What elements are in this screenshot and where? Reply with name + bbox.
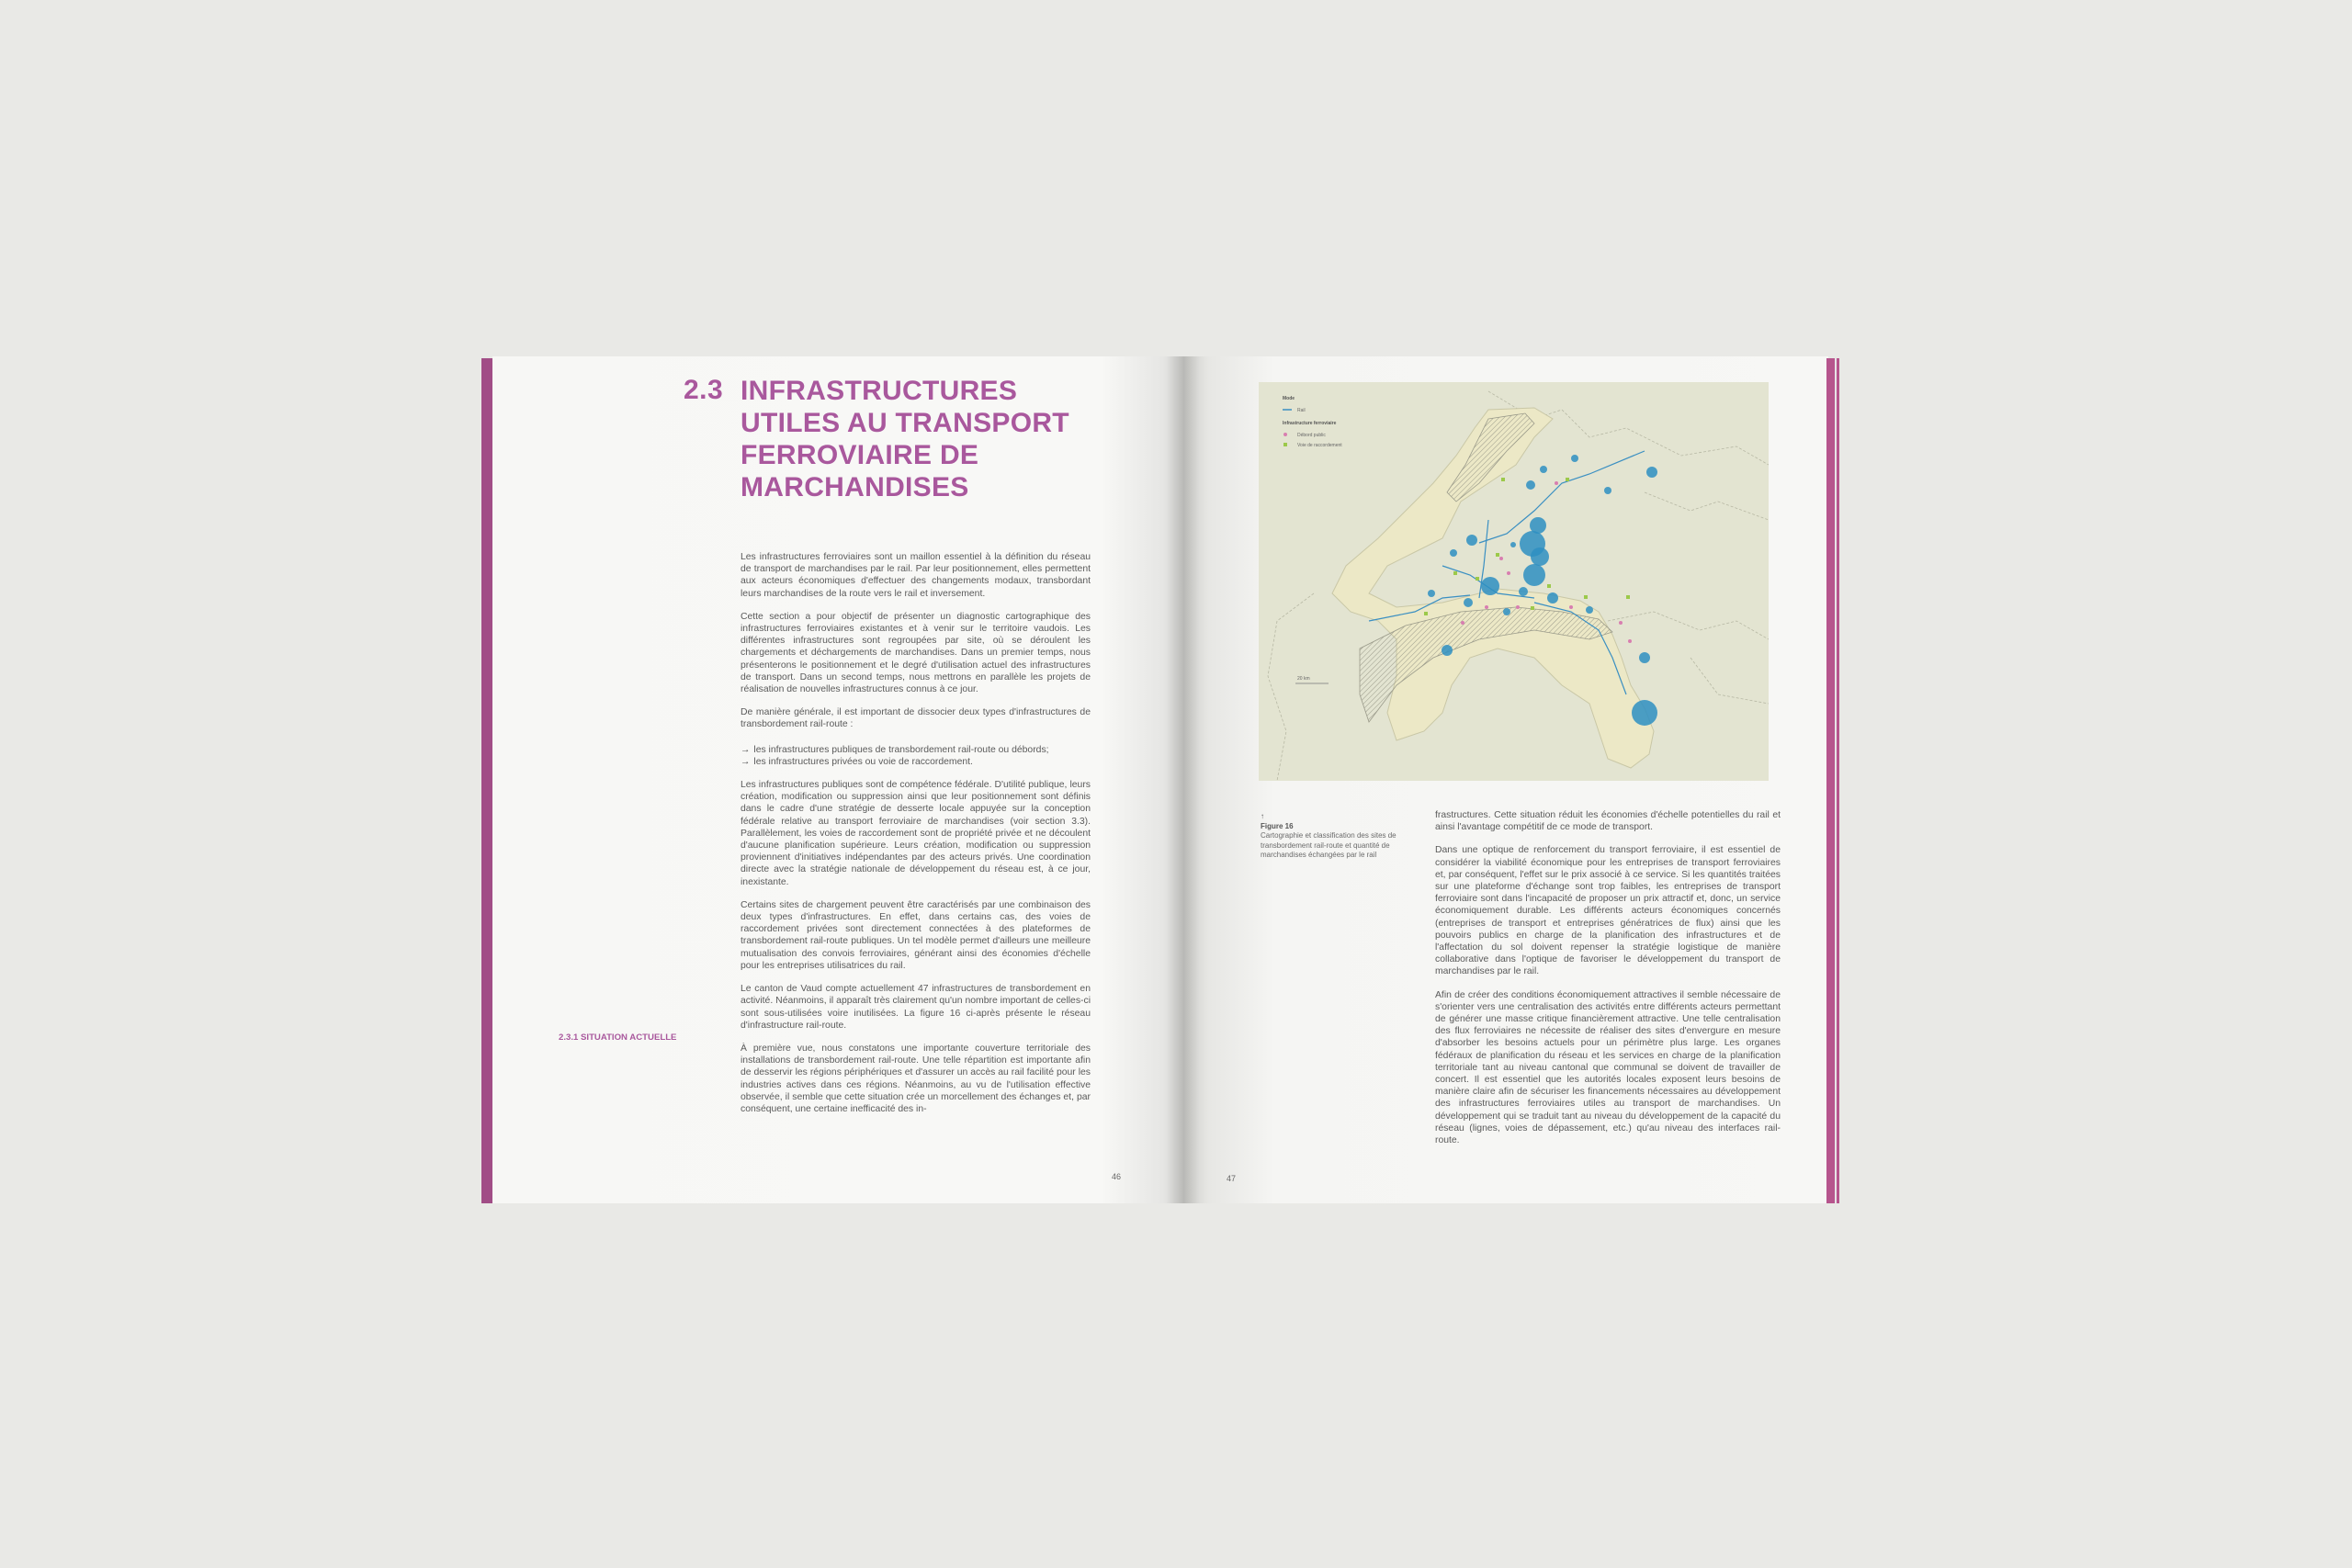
section-title-line: FERROVIAIRE DE xyxy=(741,440,979,470)
map-canvas xyxy=(1259,382,1769,781)
arrow-right-icon: → xyxy=(741,756,751,767)
paragraph: De manière générale, il est important de dissocier deux types d'infrastructures de transbordement rail-route : xyxy=(741,707,1091,730)
right-body-text xyxy=(1435,809,1781,1157)
arrow-right-icon: → xyxy=(741,744,751,755)
book-edge-left xyxy=(481,358,492,1203)
paragraph: Certains sites de chargement peuvent être caractérisés par une combinaison des deux types d'infrastructures. En effet, dans certains cas, des voies de raccordement privées sont directement connectées à des plateformes de transbordement rail-route publiques. Un tel modèle permet d'ailleurs une meilleure mutualisation des convois ferroviaires, générant ainsi des économies d'échelle pour les entreprises utilisatrices du rail. xyxy=(741,899,1091,971)
legend-item: Infrastructure ferroviaire xyxy=(1283,421,1337,426)
paragraph: À première vue, nous constatons une importante couverture territoriale des installations de transbordement rail-route. Une telle répartition est importante afin de desservir les régions périphériques et d'assurer un accès au rail facilité pour les industries actives dans ces régions. Néanmoins, au vu de l'utilisation effective observée, il semble que cette situation crée un morcellement des échanges et, par conséquent, une certaine inefficacité des in- xyxy=(741,1043,1091,1114)
section-title xyxy=(741,375,1090,503)
paragraph: Cette section a pour objectif de présenter un diagnostic cartographique des infrastructures ferroviaires existantes et à venir sur le territoire vaudois. Les différentes infrastructures sont regroupées par site, où se déroulent les chargements et déchargements de marchandises. Dans un premier temps, nous présenterons le positionnement et le degré d'utilisation actuel des infrastructures de transport. Dans un second temps, nous mettrons en parallèle les projets de réalisation de nouvelles infrastructures connus à ce jour. xyxy=(741,611,1091,695)
legend-title: Mode xyxy=(1283,396,1295,401)
map-figure xyxy=(1259,382,1769,781)
section-title-line: MARCHANDISES xyxy=(741,472,969,502)
page-number-left: 46 xyxy=(1112,1172,1122,1181)
page-number-right: 47 xyxy=(1227,1174,1237,1183)
list-item: → les infrastructures privées ou voie de raccordement. xyxy=(741,756,973,767)
paragraph: frastructures. Cette situation réduit les économies d'échelle potentielles du rail et ainsi l'avantage compétitif de ce mode de transport. xyxy=(1435,810,1781,833)
list-item: → les infrastructures publiques de transbordement rail-route ou débords; xyxy=(741,744,1049,755)
section-title-line: INFRASTRUCTURES xyxy=(741,376,1018,406)
caption-text: Cartographie et classification des sites de transbordement rail-route et quantité de marchandises échangées par le rail xyxy=(1261,831,1396,859)
legend-item: Rail xyxy=(1297,408,1306,413)
section-number: 2.3 xyxy=(684,375,724,405)
left-body-text xyxy=(741,551,1091,1126)
figure-caption xyxy=(1261,812,1398,861)
legend-item: Débord public xyxy=(1297,433,1326,438)
book-edge-right xyxy=(1826,358,1839,1203)
paragraph: Les infrastructures ferroviaires sont un maillon essentiel à la définition du réseau de transport de marchandises par le rail. Par leur positionnement, elles permettent aux acteurs économiques d'effectuer des changements modaux, transbordant leurs marchandises de la route vers le rail et inversement. xyxy=(741,552,1091,599)
bullet-list xyxy=(741,744,1091,768)
map-legend xyxy=(1283,396,1342,448)
scale-label: 20 km xyxy=(1297,676,1310,682)
arrow-up-icon: ↑ xyxy=(1261,812,1264,820)
section-title-line: UTILES AU TRANSPORT xyxy=(741,408,1069,438)
gutter-shadow xyxy=(1167,356,1200,1203)
legend-item: Voie de raccordement xyxy=(1297,443,1342,448)
legend-raccordement-symbol xyxy=(1283,443,1287,446)
paragraph: Dans une optique de renforcement du transport ferroviaire, il est essentiel de considérer la viabilité économique pour les entreprises de transport ferroviaires et, par conséquent, l'effet sur le prix associé à ce service. Si les quantités traitées sur une plateforme d'échange sont trop faibles, les entreprises de transport ferroviaire sont dans l'incapacité de proposer un prix attractif et, donc, un service économiquement durable. Les différents acteurs économiques concernés (entreprises de transport et entreprises génératrices de flux) ainsi que les pouvoirs publics en charge de la planification des infrastructures et de l'affectation du sol doivent repenser la stratégie logistique de manière collaborative dans l'optique de favoriser le développement du transport de marchandises par le rail. xyxy=(1435,845,1781,977)
paragraph: Les infrastructures publiques sont de compétence fédérale. D'utilité publique, leurs création, modification ou suppression ainsi que leur positionnement sont définis dans le cadre d'une stratégie de desserte locale appuyée sur la conception fédérale relative au transport ferroviaire de marchandises (voir section 3.3). Parallèlement, les voies de raccordement sont de propriété privée et ne découlent d'aucune planification supérieure. Leurs création, modification ou suppression proviennent d'initiatives indépendantes par des acteurs privés. Une coordination directe avec la stratégie nationale de développement du réseau est, à ce jour, inexistante. xyxy=(741,780,1091,887)
paragraph: Afin de créer des conditions économiquement attractives il semble nécessaire de s'orienter vers une centralisation des activités entre différents acteurs permettant de générer une masse critique financièrement attractive. Une telle centralisation des flux ferroviaires ne nécessite de réaliser des sites d'envergure en mesure d'absorber les besoins actuels pour un périmètre plus large. Les organes fédéraux de planification du réseau et les services en charge de la planification territoriale tant au niveau cantonal que communal se doivent de travailler de concert. Il est essentiel que les autorités locales exposent leurs besoins de manière claire afin de sécuriser les financements nécessaires au développement des infrastructures ferroviaires utiles au transport de marchandises. Un développement qui se traduit tant au niveau du développement de la capacité du réseau (lignes, voies de dépassement, etc.) qu'au niveau des interfaces rail-route. xyxy=(1435,989,1781,1146)
paragraph: Le canton de Vaud compte actuellement 47 infrastructures de transbordement en activité. Néanmoins, il apparaît très clairement qu'un nombre important de celles-ci sont sous-utilisées voire inutilisées. La figure 16 ci-après présente le réseau d'infrastructure rail-route. xyxy=(741,984,1091,1031)
legend-debord-symbol xyxy=(1283,433,1287,436)
figure-label: Figure 16 xyxy=(1261,821,1294,830)
subsection-heading: 2.3.1 SITUATION ACTUELLE xyxy=(559,1032,677,1043)
